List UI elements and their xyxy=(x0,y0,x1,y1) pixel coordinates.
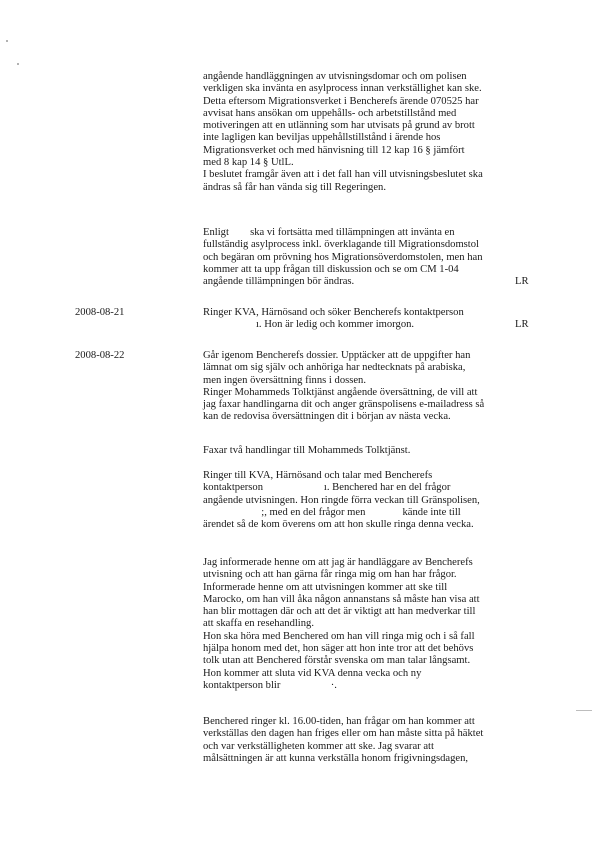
scan-artifact-dot xyxy=(6,40,8,42)
entry-1-paragraph-1: angående handläggningen av utvisningsdomar och om polisen verkligen ska invänta en asylprocess innan verkställighet kan ske. Detta eftersom Migrationsverket i Bencherefs ärende 070525 har avvisat hans ansökan om uppehålls- och arbetstillstånd med motiveringen att en utlänning som har utvisats på grund av brott inte lagligen kan beviljas uppehållstillstånd i ärende hos Migrationsverket och med hänvisning till 12 kap 16 § jämfört med 8 kap 14 § UtlL. I beslutet framgår även att i det fall han vill utvisningsbeslutet ska ändras så får han vända sig till Regeringen. xyxy=(203,71,483,193)
entry-3-paragraph-3: Ringer till KVA, Härnösand och talar med Bencherefs kontaktperson ı. Benchered har en del frågor angående utvisningen. Hon ringde förra veckan till Gränspolisen, ;, med en del frågor men kände inte till ärendet så de kom överens om att hon skulle ringa denna vecka. xyxy=(203,470,480,531)
scan-artifact-dot xyxy=(17,63,19,65)
entry-1-signature: LR xyxy=(515,276,529,287)
entry-2-signature: LR xyxy=(515,319,529,330)
scan-edge-mark xyxy=(576,710,592,711)
entry-3-paragraph-4: Jag informerade henne om att jag är handläggare av Bencherefs utvisning och att han gärna får ringa mig om han har frågor. Informerade henne om att utvisningen kommer att ske till Marocko, om han vill åka någon annanstans så måste han visa att han blir mottagen där och att det är viktigt att han medverkar till att skaffa en resehandling. Hon ska höra med Benchered om han vill ringa mig och i så fall hjälpa honom med det, hon säger att hon inte tror att det behövs tolk utan att Benchered förstår svenska om man talar långsamt. Hon kommer att sluta vid KVA denna vecka och ny kontaktperson blir ·. xyxy=(203,557,480,691)
entry-2-date: 2008-08-21 xyxy=(75,307,125,318)
entry-3-date: 2008-08-22 xyxy=(75,350,125,361)
entry-3-paragraph-5: Benchered ringer kl. 16.00-tiden, han frågar om han kommer att verkställas den dagen han friges eller om han måste sitta på häktet och var verkställigheten kommer att ske. Jag svarar att målsättningen är att kunna verkställa honom frigivningsdagen, xyxy=(203,716,484,764)
entry-3-paragraph-2: Faxar två handlingar till Mohammeds Tolktjänst. xyxy=(203,445,411,456)
entry-2-paragraph-1: Ringer KVA, Härnösand och söker Bencherefs kontaktperson ı. Hon är ledig och kommer imorgon. xyxy=(203,307,464,331)
entry-3-paragraph-1: Går igenom Bencherefs dossier. Upptäcker att de uppgifter han lämnat om sig själv och anhöriga har nedtecknats på arabiska, men ingen översättning finns i dossen. Ringer Mohammeds Tolktjänst angående översättning, de vill att jag faxar handlingarna dit och anger gränspolisens e-mailadress så kan de redovisa översättningen dit i början av nästa vecka. xyxy=(203,350,485,423)
entry-1-paragraph-2: Enligt ska vi fortsätta med tillämpningen att invänta en fullständig asylprocess inkl. överklagande till Migrationsdomstol och begäran om prövning hos Migrationsöverdomstolen, men han kommer att ta upp frågan till diskussion och se om CM 1-04 angående tillämpningen bör ändras. xyxy=(203,227,483,288)
